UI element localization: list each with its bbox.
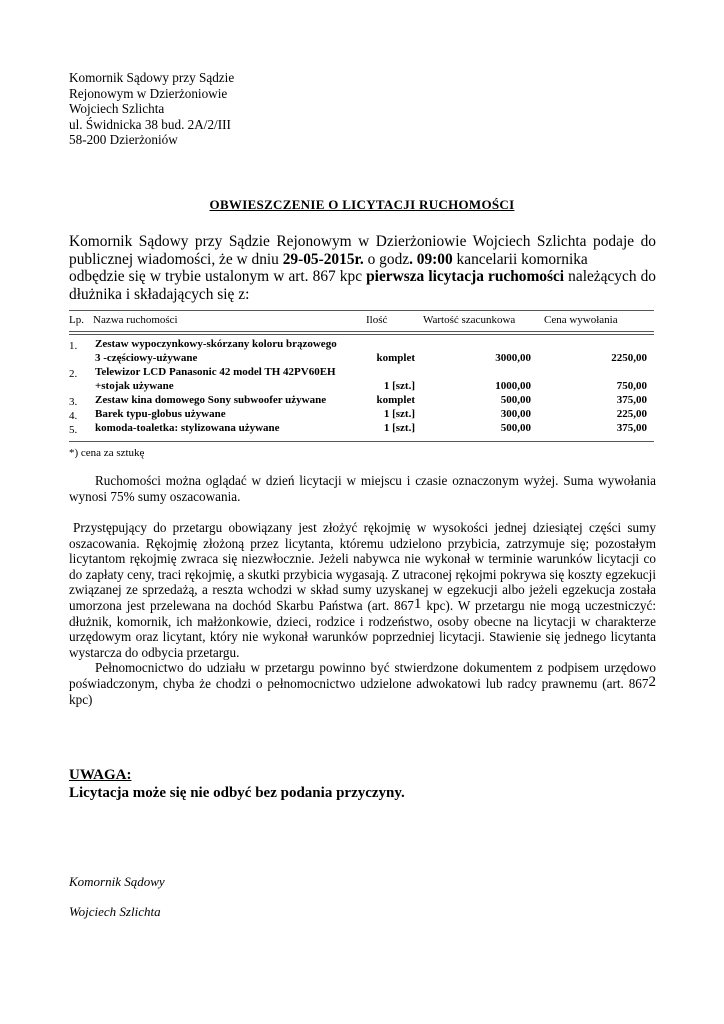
row-qty: 1 [szt.] [383,380,415,392]
row-price: 375,00 [616,394,647,406]
row-name: Zestaw kina domowego Sony subwoofer używane [95,394,327,406]
col-header-value: Wartość szacunkowa [423,314,516,326]
intro-text: Komornik Sądowy przy Sądzie Rejonowym w Dzierżoniowie Wojciech Szlichta podaje do publicznej wiadomości, że w dniu [69,233,656,268]
row-lp: 2. [69,368,78,380]
col-header-lp: Lp. [69,314,84,326]
auction-date: 29-05-2015r. [282,250,364,268]
row-qty: 1 [szt.] [383,408,415,420]
row-name-cont: +stojak używane [95,380,174,392]
address-line: ul. Świdnicka 38 bud. 2A/2/III [69,116,231,132]
row-value: 500,00 [500,394,531,406]
intro-text: o godz [363,250,410,268]
proxy-text: Pełnomocnictwo do udziału w przetargu powinno być stwierdzone dokumentem z podpisem urzędowo poświadczonym, chyba że chodzi o pełnomocnictwo udzielone adwokatowi lub radcy prawnemu (art. 867 [69,660,656,691]
deposit-paragraph [69,520,656,707]
viewing-text: Ruchomości można oglądać w dzień licytacji w miejscu i czasie oznaczonym wyżej. Suma wywołania wynosi 75% sumy oszacowania. [69,473,656,504]
signature-title: Komornik Sądowy [69,874,165,889]
col-header-name: Nazwa ruchomości [93,314,178,326]
notice-text: Licytacja może się nie odbyć bez podania przyczyny. [69,785,405,801]
row-lp: 1. [69,340,78,352]
row-value: 500,00 [500,422,531,434]
address-line: Komornik Sądowy przy Sądzie [69,70,235,85]
intro-text: odbędzie się w trybie ustalonym w art. 867 kpc [69,268,367,285]
row-name: komoda-toaletka: stylizowana używane [95,422,280,434]
row-price: 2250,00 [611,352,647,364]
deposit-text-cont: kpc). W przetargu nie mogą uczestniczyć: dłużnik, komornik, ich małżonkowie, dzieci, rodzice i rodzeństwo, osoby obecne na licytacji w charakterze urzędowym oraz licytant, który nie wykonał warunków poprzedniej licytacji. Stawienie się jednego licytanta wystarcza do odbycia przetargu. [69,597,656,660]
document-title: OBWIESZCZENIE O LICYTACJI RUCHOMOŚCI [209,197,515,212]
intro-paragraph [69,233,656,303]
table-header-rule-2 [69,334,654,335]
row-qty: 1 [szt.] [383,422,415,434]
row-price: 750,00 [616,380,647,392]
row-lp: 5. [69,424,78,436]
auction-time: . 09:00 [409,250,453,268]
col-header-qty: Ilość [366,314,388,326]
table-top-rule [69,310,654,311]
address-line: 58-200 Dzierżoniów [69,132,178,148]
viewing-paragraph [69,473,656,504]
table-header-rule [69,331,654,332]
row-qty: komplet [376,394,415,406]
intro-text: kancelarii komornika [452,250,588,268]
deposit-text: Przystępujący do przetargu obowiązany jest złożyć rękojmię w wysokości jednej dziesiątej części sumy oszacowania. Rękojmię złożoną przez licytanta, któremu udzielono przybicia, zatrzymuje się; pozostałym licytantom rękojmię zwraca się niezwłocznie. Jeżeli nabywca nie wykonał w terminie warunków licytacji co do zapłaty ceny, traci rękojmię, a skutki przybicia wygasają. Z utraconej rękojmi pokrywa się koszty egzekucji związanej ze sprzedażą, a reszta wchodzi w skład sumy uzyskanej w egzekucji albo jeżeli egzekucja została umorzona jest przelewana na dochód Skarbu Państwa (art. 867 [69,520,656,613]
row-value: 1000,00 [495,380,531,392]
table-bottom-rule [69,441,654,442]
notice-block [69,766,405,802]
address-line: Rejonowym w Dzierżoniowie [69,85,228,101]
row-name: Zestaw wypoczynkowy-skórzany koloru brązowego [95,338,337,350]
row-price: 375,00 [616,422,647,434]
row-lp: 4. [69,410,78,422]
footnote-mark: 1 [413,595,422,612]
row-value: 300,00 [500,408,531,420]
address-line: Wojciech Szlichta [69,101,165,117]
row-value: 3000,00 [495,352,531,364]
row-name: Telewizor LCD Panasonic 42 model TH 42PV60EH [95,366,336,378]
col-header-price: Cena wywołania [544,314,618,326]
auction-type: pierwsza licytacja ruchomości [366,268,565,285]
footnote-mark: 2 [648,673,656,690]
table-footnote: *) cena za sztukę [69,447,145,459]
row-qty: komplet [376,352,415,364]
row-name-cont: 3 -częściowy-używane [95,352,198,364]
row-name: Barek typu-globus używane [95,408,226,420]
signature-name: Wojciech Szlichta [69,904,161,919]
notice-heading: UWAGA: [69,767,132,783]
row-lp: 3. [69,396,78,408]
intro-text: należących do dłużnika i składających się z: [69,268,657,303]
bailiff-address [69,70,234,148]
proxy-text-cont: kpc) [69,691,93,707]
row-price: 225,00 [616,408,647,420]
